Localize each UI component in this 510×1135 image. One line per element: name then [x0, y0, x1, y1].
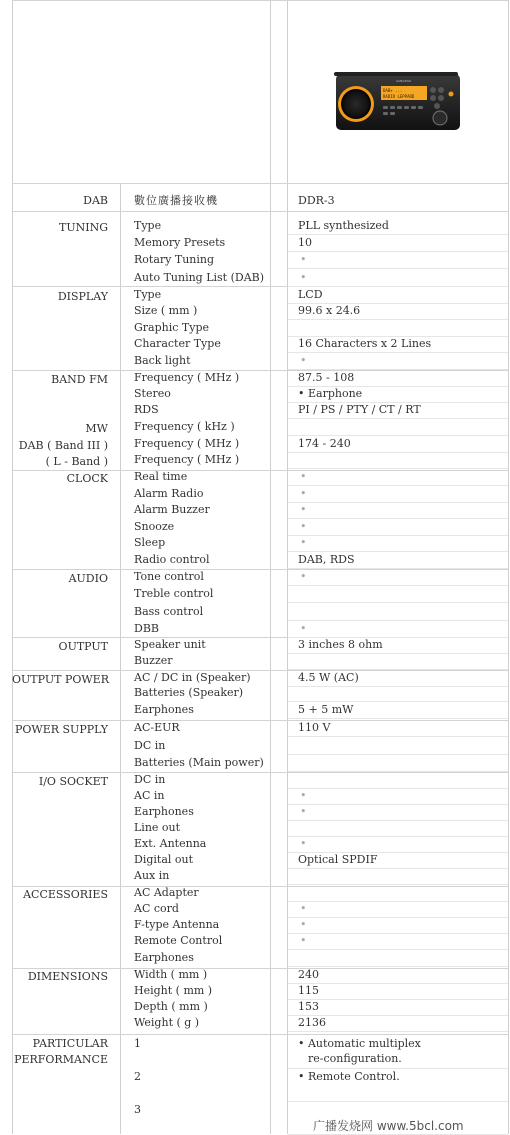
spec-name: Batteries (Main power)	[134, 756, 264, 769]
spec-name: RDS	[134, 403, 159, 416]
spec-value: 115	[298, 984, 319, 997]
performance-label: PARTICULAR	[32, 1037, 108, 1050]
spec-value: 3 inches 8 ohm	[298, 638, 383, 651]
value-rule	[288, 535, 508, 536]
spec-name: Auto Tuning List (DAB)	[134, 271, 265, 284]
spec-name: Alarm Buzzer	[134, 503, 210, 516]
value-rule	[288, 319, 508, 320]
value-rule	[288, 268, 508, 269]
value-rule	[288, 836, 508, 837]
table-border-right	[508, 0, 509, 1134]
value-rule	[288, 901, 508, 902]
spec-value: •	[300, 487, 307, 500]
spec-name: Depth ( mm )	[134, 1000, 208, 1013]
spec-name: AC / DC in (Speaker)	[134, 671, 251, 684]
header-top-rule	[12, 183, 508, 184]
value-rule	[288, 669, 508, 670]
value-rule	[288, 435, 508, 436]
value-rule	[288, 949, 508, 950]
section-rule	[12, 670, 508, 671]
value-rule	[288, 917, 508, 918]
value-rule	[288, 701, 508, 702]
display-line-2: RADIO LEPPARD	[383, 94, 415, 99]
spec-value: 5 + 5 mW	[298, 703, 354, 716]
spec-name: Radio control	[134, 553, 210, 566]
spec-value: 240	[298, 968, 319, 981]
section-label: I/O SOCKET	[38, 775, 108, 788]
value-rule	[288, 568, 508, 569]
spec-name: AC in	[134, 789, 165, 802]
product-image	[334, 68, 464, 132]
spec-value: •	[300, 470, 307, 483]
value-rule	[288, 418, 508, 419]
section-label: BAND FM	[51, 373, 108, 386]
column-divider-2	[270, 0, 271, 1134]
performance-number: 3	[134, 1103, 141, 1116]
spec-value: 110 V	[298, 721, 331, 734]
spec-name: Real time	[134, 470, 188, 483]
value-rule	[288, 468, 508, 469]
spec-value: 153	[298, 1000, 319, 1013]
value-rule	[288, 771, 508, 772]
value-rule	[288, 234, 508, 235]
spec-value: •	[300, 536, 307, 549]
section-label: TUNING	[59, 221, 108, 234]
section-rule	[12, 1034, 508, 1035]
spec-value: •	[300, 520, 307, 533]
spec-name: Stereo	[134, 387, 171, 400]
spec-name: Digital out	[134, 853, 194, 866]
section-label: MW	[85, 422, 108, 435]
spec-name: Type	[134, 219, 162, 232]
spec-value: •	[300, 902, 307, 915]
section-rule	[12, 720, 508, 721]
spec-name: Earphones	[134, 703, 194, 716]
spec-value: •	[300, 837, 307, 850]
spec-value: LCD	[298, 288, 323, 301]
spec-name: Character Type	[134, 337, 221, 350]
spec-name: Frequency ( MHz )	[134, 437, 240, 450]
performance-value-line2: re-configuration.	[308, 1052, 402, 1065]
section-label: CLOCK	[66, 472, 108, 485]
spec-name: Tone control	[134, 570, 204, 583]
spec-name: Size ( mm )	[134, 304, 198, 317]
value-rule	[288, 1101, 508, 1102]
value-rule	[288, 933, 508, 934]
spec-value: DAB, RDS	[298, 553, 355, 566]
value-rule	[288, 585, 508, 586]
product-photo-cell	[288, 2, 508, 182]
table-border-left	[12, 0, 13, 1134]
value-rule	[288, 369, 508, 370]
section-rule	[12, 211, 508, 212]
performance-value-line1: • Automatic multiplex	[298, 1037, 421, 1050]
spec-name: Buzzer	[134, 654, 173, 667]
site-watermark: 广播发烧网 www.5bcl.com	[313, 1119, 464, 1133]
spec-value: PI / PS / PTY / CT / RT	[298, 403, 421, 416]
spec-value: 174 - 240	[298, 437, 351, 450]
section-label: AUDIO	[68, 572, 108, 585]
spec-value: •	[300, 354, 307, 367]
spec-value: •	[300, 503, 307, 516]
spec-name: Back light	[134, 354, 191, 367]
value-rule	[288, 452, 508, 453]
spec-value: PLL synthesized	[298, 219, 389, 232]
section-label: DISPLAY	[57, 290, 108, 303]
value-rule	[288, 1031, 508, 1032]
performance-number: 2	[134, 1070, 141, 1083]
spec-name: Frequency ( kHz )	[134, 420, 235, 433]
spec-value: •	[300, 918, 307, 931]
section-label: ACCESSORIES	[23, 888, 108, 901]
spec-name: Speaker unit	[134, 638, 206, 651]
spec-value: 16 Characters x 2 Lines	[298, 337, 432, 350]
spec-name: AC-EUR	[134, 721, 180, 734]
column-divider-1	[120, 183, 121, 1134]
spec-name: Earphones	[134, 805, 194, 818]
value-rule	[288, 966, 508, 967]
spec-name: Frequency ( MHz )	[134, 453, 240, 466]
value-rule	[288, 820, 508, 821]
value-rule	[288, 518, 508, 519]
value-rule	[288, 502, 508, 503]
spec-value: •	[300, 253, 307, 266]
spec-value: •	[300, 570, 307, 583]
spec-name: F-type Antenna	[134, 918, 220, 931]
performance-label: PERFORMANCE	[14, 1053, 108, 1066]
section-rule	[12, 569, 508, 570]
section-rule	[12, 968, 508, 969]
spec-name: DC in	[134, 739, 166, 752]
spec-name: Rotary Tuning	[134, 253, 215, 266]
spec-name: Bass control	[134, 605, 204, 618]
spec-name: Width ( mm )	[134, 968, 208, 981]
spec-name: Line out	[134, 821, 181, 834]
brand-logo: SANGEAN	[396, 79, 411, 83]
spec-value: •	[300, 934, 307, 947]
header-model-number: DDR-3	[298, 194, 335, 207]
value-rule	[288, 868, 508, 869]
value-rule	[288, 999, 508, 1000]
spec-name: Height ( mm )	[134, 984, 213, 997]
spec-name: Weight ( g )	[134, 1016, 200, 1029]
spec-value: 4.5 W (AC)	[298, 671, 359, 684]
value-rule	[288, 251, 508, 252]
header-product-type: 數位廣播接收機	[134, 194, 218, 207]
spec-value: • Earphone	[298, 387, 363, 400]
spec-value: Optical SPDIF	[298, 853, 378, 866]
spec-name: DC in	[134, 773, 166, 786]
spec-name: AC Adapter	[134, 886, 199, 899]
section-label: ( L - Band )	[45, 455, 108, 468]
spec-name: Type	[134, 288, 162, 301]
value-rule	[288, 754, 508, 755]
spec-name: Remote Control	[134, 934, 223, 947]
spec-name: Aux in	[134, 869, 170, 882]
section-label: DAB ( Band III )	[18, 439, 108, 452]
value-rule	[288, 602, 508, 603]
spec-name: Earphones	[134, 951, 194, 964]
table-top-border	[12, 0, 508, 1]
value-rule	[288, 485, 508, 486]
spec-name: Alarm Radio	[134, 487, 204, 500]
value-rule	[288, 983, 508, 984]
section-label: POWER SUPPLY	[14, 723, 108, 736]
value-rule	[288, 736, 508, 737]
spec-name: Snooze	[134, 520, 175, 533]
section-rule	[12, 886, 508, 887]
spec-name: Sleep	[134, 536, 166, 549]
display-line-1: DAB+ ...	[383, 88, 403, 93]
value-rule	[288, 352, 508, 353]
spec-value: 10	[298, 236, 312, 249]
spec-value: 87.5 - 108	[298, 371, 355, 384]
value-rule	[288, 286, 508, 287]
section-label: OUTPUT	[58, 640, 108, 653]
value-rule	[288, 884, 508, 885]
section-rule	[12, 370, 508, 371]
spec-name: DBB	[134, 622, 159, 635]
header-model-label: DAB	[83, 194, 108, 207]
spec-value: 99.6 x 24.6	[298, 304, 361, 317]
spec-name: Memory Presets	[134, 236, 226, 249]
spec-name: Treble control	[134, 587, 214, 600]
value-rule	[288, 1068, 508, 1069]
value-rule	[288, 804, 508, 805]
section-rule	[12, 772, 508, 773]
value-rule	[288, 718, 508, 719]
spec-name: Frequency ( MHz )	[134, 371, 240, 384]
spec-name: AC cord	[134, 902, 179, 915]
spec-value: •	[300, 271, 307, 284]
spec-name: Graphic Type	[134, 321, 210, 334]
section-rule	[12, 470, 508, 471]
section-label: OUTPUT POWER	[12, 673, 109, 686]
performance-value-line1: • Remote Control.	[298, 1070, 400, 1083]
section-label: DIMENSIONS	[27, 970, 108, 983]
spec-value: •	[300, 789, 307, 802]
value-rule	[288, 788, 508, 789]
value-rule	[288, 686, 508, 687]
spec-name: Ext. Antenna	[134, 837, 207, 850]
performance-number: 1	[134, 1037, 141, 1050]
value-rule	[288, 653, 508, 654]
spec-value: 2136	[298, 1016, 326, 1029]
spec-name: Batteries (Speaker)	[134, 686, 244, 699]
value-rule	[288, 551, 508, 552]
spec-value: •	[300, 622, 307, 635]
spec-value: •	[300, 805, 307, 818]
value-rule	[288, 620, 508, 621]
